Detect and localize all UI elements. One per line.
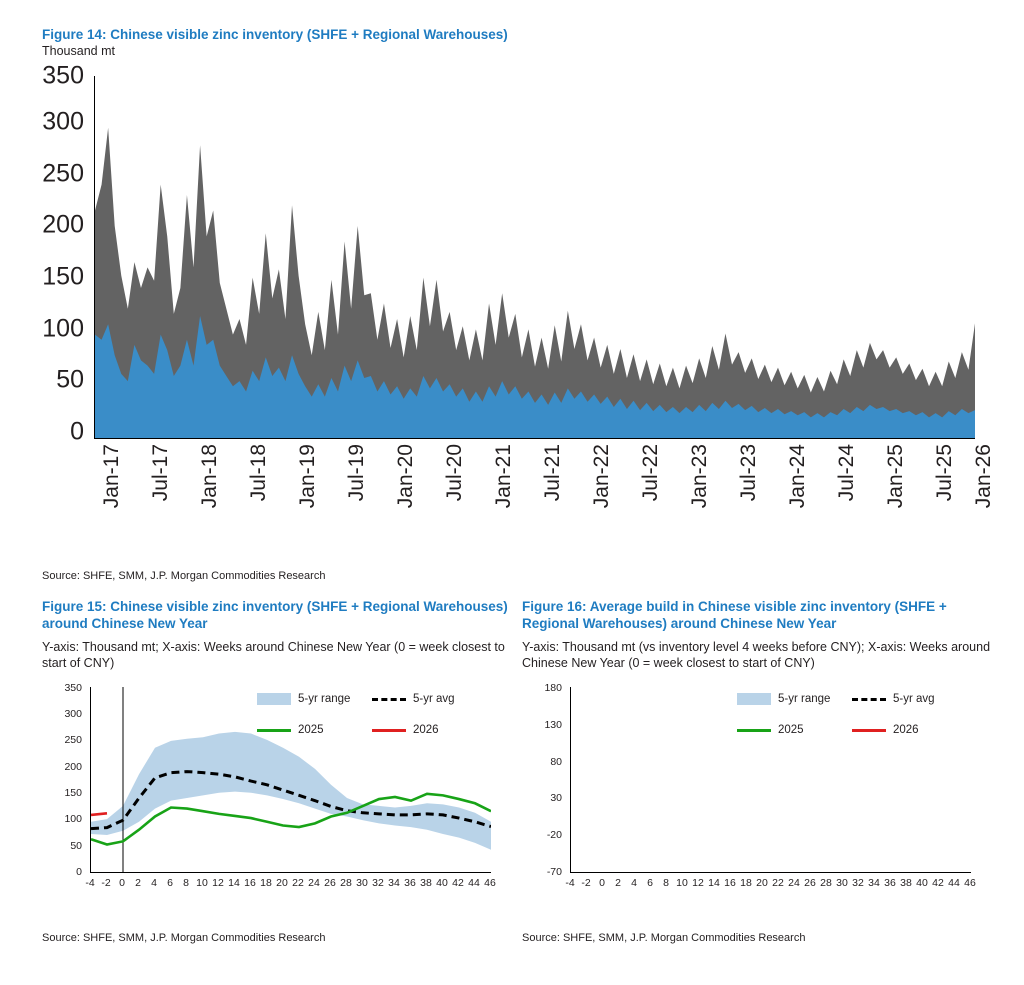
figure-16-x-axis bbox=[565, 875, 976, 895]
x-tick: 42 bbox=[452, 877, 464, 890]
x-tick: Jan-21 bbox=[492, 443, 515, 508]
x-tick: -2 bbox=[101, 877, 111, 890]
figure-15-svg bbox=[91, 687, 491, 872]
x-tick: Jan-22 bbox=[590, 443, 613, 508]
legend-label-5yr-avg: 5-yr avg bbox=[413, 693, 455, 706]
x-tick: 46 bbox=[484, 877, 496, 890]
x-tick: 36 bbox=[884, 877, 896, 890]
x-tick: 26 bbox=[804, 877, 816, 890]
figure-14-plot-area bbox=[42, 61, 995, 520]
legend-label-2025: 2025 bbox=[778, 724, 804, 737]
figure-14-subtitle: Thousand mt bbox=[42, 44, 115, 59]
figure-16-source: Source: SHFE, SMM, J.P. Morgan Commodities Research bbox=[522, 932, 806, 944]
x-tick: 44 bbox=[468, 877, 480, 890]
x-tick: 38 bbox=[900, 877, 912, 890]
figure-15-x-axis bbox=[85, 875, 496, 895]
figure-15-subtitle: Y-axis: Thousand mt; X-axis: Weeks around Chinese New Year (0 = week closest to start of CNY) bbox=[42, 639, 505, 670]
x-tick: 38 bbox=[420, 877, 432, 890]
y-tick: 150 bbox=[64, 787, 82, 800]
y-tick: 200 bbox=[42, 210, 84, 239]
legend-label-5yr-avg: 5-yr avg bbox=[893, 693, 935, 706]
x-tick: 22 bbox=[292, 877, 304, 890]
x-tick: Jul-19 bbox=[345, 443, 368, 501]
x-tick: Jan-25 bbox=[884, 443, 907, 508]
figure-14 bbox=[42, 26, 995, 520]
x-tick: Jul-17 bbox=[149, 443, 172, 501]
y-tick: -70 bbox=[546, 866, 562, 879]
legend-label-2026: 2026 bbox=[413, 724, 439, 737]
figure-16-title: Figure 16: Average build in Chinese visible zinc inventory (SHFE + Regional Warehouses) around Chinese New Year bbox=[522, 599, 947, 632]
x-tick: 20 bbox=[276, 877, 288, 890]
x-tick: 2 bbox=[135, 877, 141, 890]
x-tick: 32 bbox=[372, 877, 384, 890]
y-tick: 0 bbox=[76, 866, 82, 879]
x-tick: 12 bbox=[212, 877, 224, 890]
y-tick: 130 bbox=[544, 719, 562, 732]
figure-15-canvas bbox=[90, 687, 491, 873]
x-tick: 16 bbox=[724, 877, 736, 890]
x-tick: 44 bbox=[948, 877, 960, 890]
figure-15-y-axis bbox=[42, 679, 86, 879]
x-tick: -4 bbox=[85, 877, 95, 890]
x-tick: 4 bbox=[151, 877, 157, 890]
figure-16-subtitle: Y-axis: Thousand mt (vs inventory level 4 weeks before CNY); X-axis: Weeks around Chinese New Year (0 = week closest to start of CNY) bbox=[522, 639, 991, 670]
y-tick: 250 bbox=[64, 734, 82, 747]
figure-16-svg bbox=[571, 687, 971, 872]
x-tick: 28 bbox=[340, 877, 352, 890]
figure-16-y-axis bbox=[522, 679, 566, 879]
y-tick: 80 bbox=[550, 756, 562, 769]
x-tick: Jan-20 bbox=[394, 443, 417, 508]
y-tick: 350 bbox=[64, 682, 82, 695]
y-tick: 100 bbox=[42, 314, 84, 343]
x-tick: 18 bbox=[740, 877, 752, 890]
x-tick: 4 bbox=[631, 877, 637, 890]
y-tick: 30 bbox=[550, 792, 562, 805]
x-tick: -2 bbox=[581, 877, 591, 890]
legend-label-5yr-range: 5-yr range bbox=[778, 693, 831, 706]
x-tick: Jan-17 bbox=[100, 443, 123, 508]
figure-15-title: Figure 15: Chinese visible zinc inventory (SHFE + Regional Warehouses) around Chinese New Year bbox=[42, 599, 508, 632]
figure-15-plot-area bbox=[42, 679, 512, 911]
y-tick: 200 bbox=[64, 761, 82, 774]
y-tick: 150 bbox=[42, 262, 84, 291]
x-tick: 36 bbox=[404, 877, 416, 890]
x-tick: 16 bbox=[244, 877, 256, 890]
legend-label-5yr-range: 5-yr range bbox=[298, 693, 351, 706]
y-tick: 180 bbox=[544, 682, 562, 695]
x-tick: 40 bbox=[916, 877, 928, 890]
y-tick: 100 bbox=[64, 813, 82, 826]
x-tick: 12 bbox=[692, 877, 704, 890]
figure-15 bbox=[42, 598, 512, 911]
x-tick: Jul-18 bbox=[247, 443, 270, 501]
y-tick: 50 bbox=[56, 365, 84, 394]
x-tick: Jul-23 bbox=[737, 443, 760, 501]
x-tick: 46 bbox=[964, 877, 976, 890]
x-tick: 24 bbox=[308, 877, 320, 890]
x-tick: 0 bbox=[599, 877, 605, 890]
x-tick: Jul-20 bbox=[443, 443, 466, 501]
x-tick: Jan-18 bbox=[198, 443, 221, 508]
y-tick: -20 bbox=[546, 829, 562, 842]
figure-14-canvas bbox=[94, 76, 975, 439]
figure-14-title: Figure 14: Chinese visible zinc inventory (SHFE + Regional Warehouses) bbox=[42, 27, 508, 42]
y-tick: 0 bbox=[70, 417, 84, 446]
x-tick: Jan-23 bbox=[688, 443, 711, 508]
x-tick: 2 bbox=[615, 877, 621, 890]
x-tick: Jan-26 bbox=[972, 443, 995, 508]
y-tick: 50 bbox=[70, 840, 82, 853]
figure-14-y-axis bbox=[42, 61, 90, 446]
x-tick: 24 bbox=[788, 877, 800, 890]
x-tick: 22 bbox=[772, 877, 784, 890]
x-tick: 32 bbox=[852, 877, 864, 890]
y-tick: 300 bbox=[64, 708, 82, 721]
x-tick: 30 bbox=[836, 877, 848, 890]
x-tick: Jul-24 bbox=[835, 443, 858, 501]
y-tick: 350 bbox=[42, 61, 84, 90]
x-tick: 10 bbox=[676, 877, 688, 890]
x-tick: Jul-21 bbox=[541, 443, 564, 501]
x-tick: 18 bbox=[260, 877, 272, 890]
x-tick: 6 bbox=[167, 877, 173, 890]
x-tick: 26 bbox=[324, 877, 336, 890]
figure-16-plot-area bbox=[522, 679, 992, 911]
figure-15-source: Source: SHFE, SMM, J.P. Morgan Commodities Research bbox=[42, 932, 326, 944]
figure-14-svg bbox=[95, 76, 975, 438]
figure-14-source: Source: SHFE, SMM, J.P. Morgan Commodities Research bbox=[42, 570, 326, 582]
figure-16 bbox=[522, 598, 992, 911]
x-tick: 14 bbox=[708, 877, 720, 890]
x-tick: 10 bbox=[196, 877, 208, 890]
x-tick: 20 bbox=[756, 877, 768, 890]
x-tick: 34 bbox=[388, 877, 400, 890]
figure-16-canvas bbox=[570, 687, 971, 873]
y-tick: 300 bbox=[42, 107, 84, 136]
legend-label-2026: 2026 bbox=[893, 724, 919, 737]
x-tick: Jul-25 bbox=[933, 443, 956, 501]
figure-14-x-axis bbox=[94, 443, 995, 520]
x-tick: -4 bbox=[565, 877, 575, 890]
x-tick: 34 bbox=[868, 877, 880, 890]
x-tick: 8 bbox=[183, 877, 189, 890]
legend-label-2025: 2025 bbox=[298, 724, 324, 737]
x-tick: 30 bbox=[356, 877, 368, 890]
x-tick: 14 bbox=[228, 877, 240, 890]
x-tick: 28 bbox=[820, 877, 832, 890]
x-tick: 0 bbox=[119, 877, 125, 890]
x-tick: 40 bbox=[436, 877, 448, 890]
x-tick: Jul-22 bbox=[639, 443, 662, 501]
x-tick: Jan-19 bbox=[296, 443, 319, 508]
x-tick: 42 bbox=[932, 877, 944, 890]
x-tick: Jan-24 bbox=[786, 443, 809, 508]
y-tick: 250 bbox=[42, 159, 84, 188]
x-tick: 6 bbox=[647, 877, 653, 890]
x-tick: 8 bbox=[663, 877, 669, 890]
